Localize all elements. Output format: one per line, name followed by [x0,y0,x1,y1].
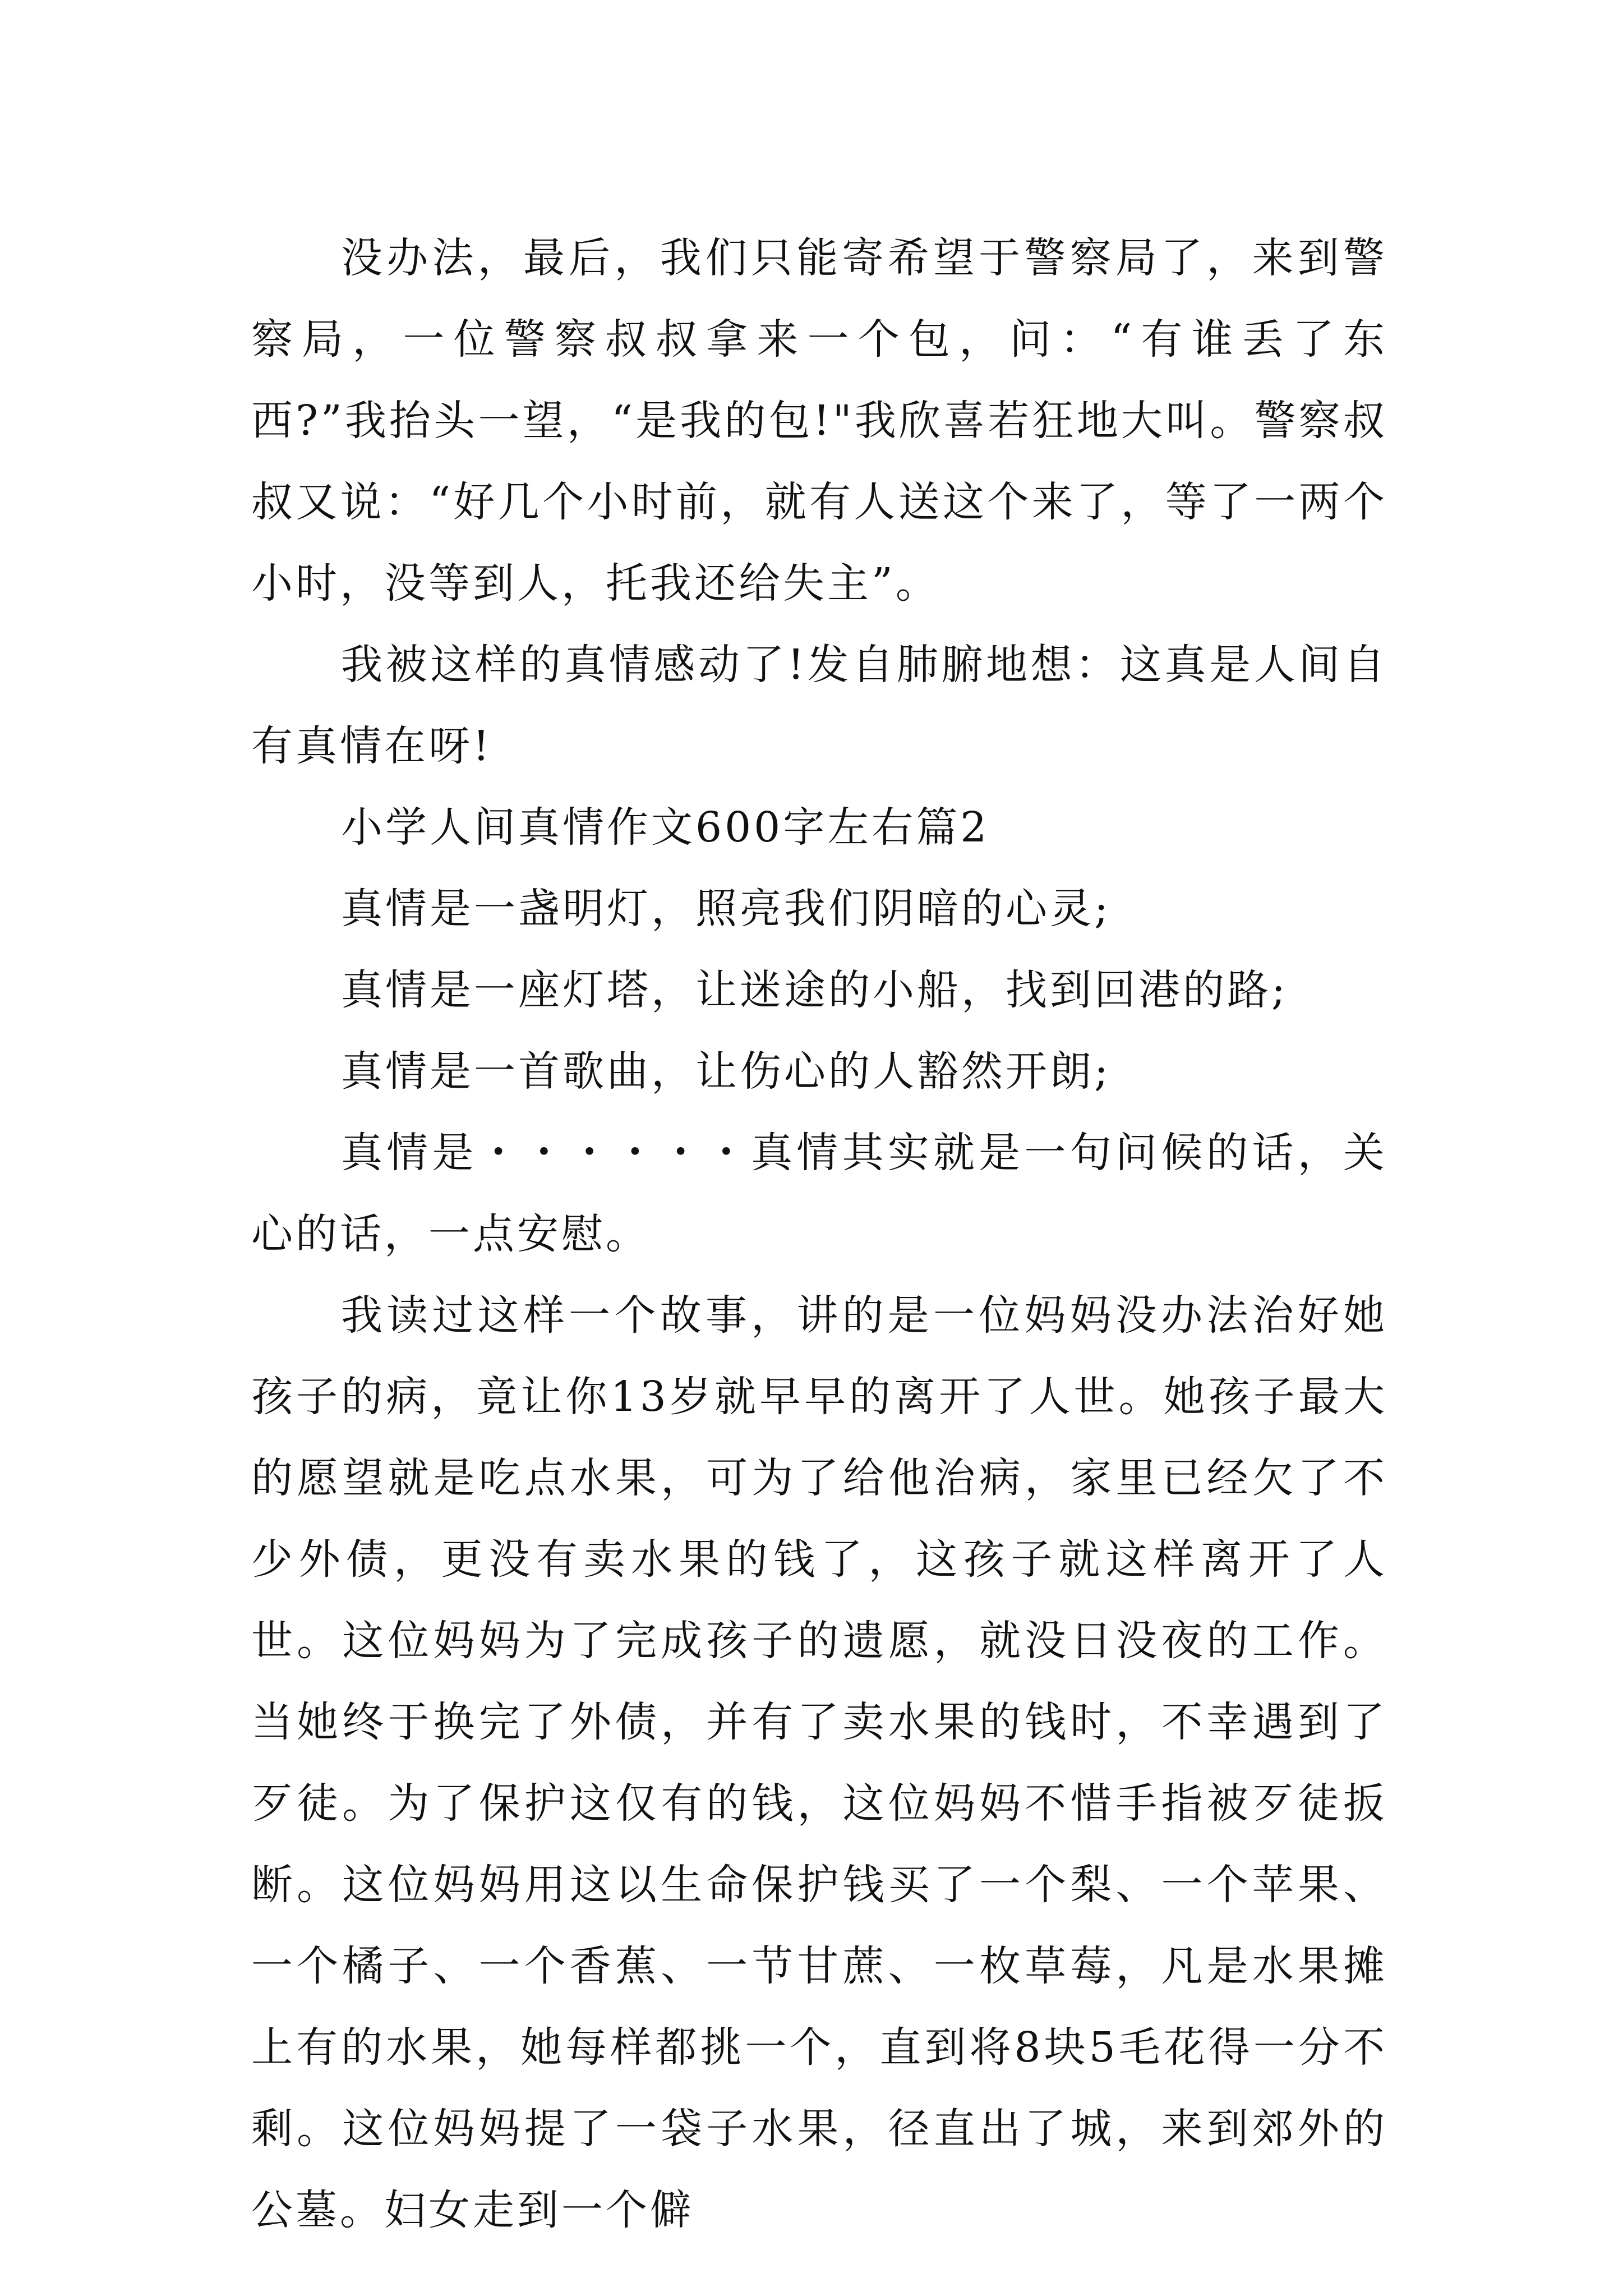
paragraph-police-station: 没办法，最后，我们只能寄希望于警察局了，来到警察局，一位警察叔叔拿来一个包，问：“有谁丢了东西?”我抬头一望，“是我的包!"我欣喜若狂地大叫。警察叔叔又说：“好几个小时前，就有人送这个来了，等了一两个小时，没等到人，托我还给失主”。 [251,234,1387,608]
document-body [251,218,1387,2251]
paragraph-moved: 我被这样的真情感动了!发自肺腑地想：这真是人间自有真情在呀! [251,641,1387,770]
paragraph-song: 真情是一首歌曲，让伤心的人豁然开朗; [341,1047,1111,1096]
paragraph-story: 我读过这样一个故事，讲的是一位妈妈没办法治好她孩子的病，竟让你13岁就早早的离开了人世。她孩子最大的愿望就是吃点水果，可为了给他治病，家里已经欠了不少外债，更没有卖水果的钱了，这孩子就这样离开了人世。这位妈妈为了完成孩子的遗愿，就没日没夜的工作。当她终于换完了外债，并有了卖水果的钱时，不幸遇到了歹徒。为了保护这仅有的钱，这位妈妈不惜手指被歹徒扳断。这位妈妈用这以生命保护钱买了一个梨、一个苹果、一个橘子、一个香蕉、一节甘蔗、一枚草莓，凡是水果摊上有的水果，她每样都挑一个，直到将8块5毛花得一分不剩。这位妈妈提了一袋子水果，径直出了城，来到郊外的公墓。妇女走到一个僻 [251,1291,1387,2234]
paragraph-lamp: 真情是一盏明灯，照亮我们阴暗的心灵; [341,885,1111,933]
paragraph-greeting: 真情是・・・・・・真情其实就是一句问候的话，关心的话，一点安慰。 [251,1129,1387,1258]
paragraph-lighthouse: 真情是一座灯塔，让迷途的小船，找到回港的路; [341,966,1288,1014]
section-heading: 小学人间真情作文600字左右篇2 [341,803,990,852]
